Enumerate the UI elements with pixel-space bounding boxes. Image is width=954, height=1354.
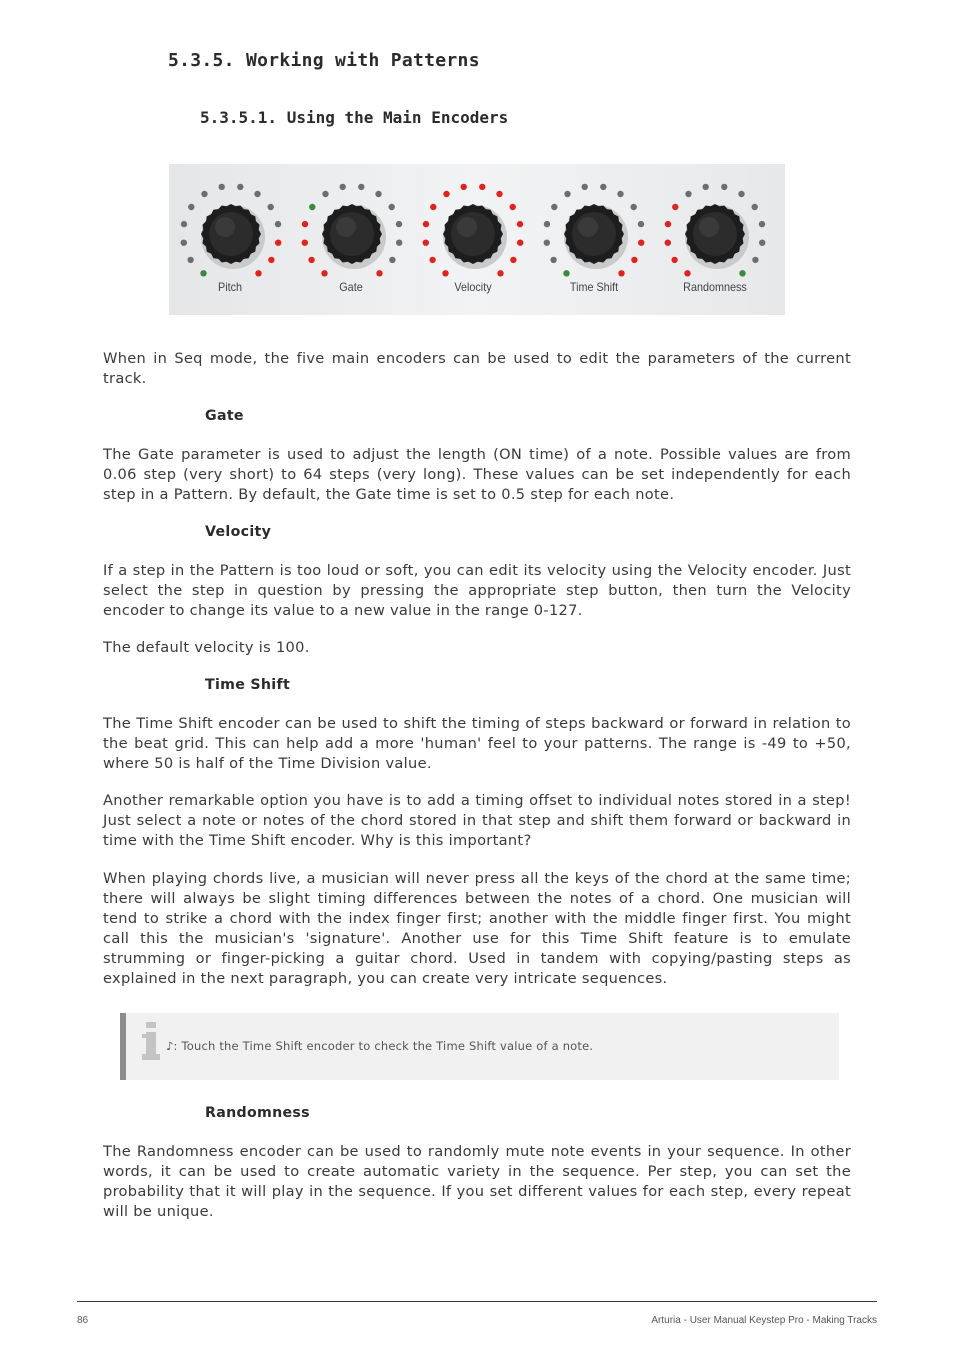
led-dot xyxy=(618,270,624,276)
led-dot xyxy=(517,221,523,227)
led-dot xyxy=(638,240,644,246)
led-dot xyxy=(376,270,382,276)
led-dot xyxy=(496,191,502,197)
led-dot xyxy=(442,270,448,276)
led-dot xyxy=(684,270,690,276)
led-dot xyxy=(479,184,485,190)
led-dot xyxy=(375,191,381,197)
led-dot xyxy=(187,257,193,263)
randomness-paragraph: The Randomness encoder can be used to randomly mute note events in your sequence. In other words, it can be used to create automatic variety in the sequence. Per step, you can set the probability that it will play in the sequence. If you set different values for each step, every repeat will be unique. xyxy=(103,1143,851,1220)
led-dot xyxy=(461,184,467,190)
led-dot xyxy=(321,270,327,276)
led-dot xyxy=(181,221,187,227)
led-dot xyxy=(600,184,606,190)
led-dot xyxy=(517,240,523,246)
led-dot xyxy=(685,191,691,197)
led-dot xyxy=(302,240,308,246)
gate-paragraph: The Gate parameter is used to adjust the length (ON time) of a note. Possible values are from 0.06 step (very short) to 64 steps (very long). These values can be set independently for each step in a Pattern. By default, the Gate time is set to 0.5 step for each note. xyxy=(103,446,851,503)
info-note-text: ♪: Touch the Time Shift encoder to check the Time Shift value of a note. xyxy=(166,1039,594,1053)
led-dot xyxy=(255,270,261,276)
led-dot xyxy=(703,184,709,190)
led-dot xyxy=(563,270,569,276)
footer-divider xyxy=(77,1301,877,1302)
led-dot xyxy=(739,270,745,276)
led-dot xyxy=(237,184,243,190)
led-dot xyxy=(309,204,315,210)
led-dot xyxy=(759,240,765,246)
led-dot xyxy=(358,184,364,190)
time-shift-paragraph-1: The Time Shift encoder can be used to shift the timing of steps backward or forward in relation to the beat grid. This can help add a more 'human' feel to your patterns. The range is -49 to +50, where 50 is half of the Time Division value. xyxy=(103,715,851,772)
encoder-label-gate: Gate xyxy=(339,280,363,294)
time-shift-heading: Time Shift xyxy=(205,677,291,693)
led-dot xyxy=(389,204,395,210)
randomness-heading: Randomness xyxy=(205,1105,310,1121)
led-dot xyxy=(738,191,744,197)
encoder-knob-velocity xyxy=(443,204,507,269)
led-dot xyxy=(631,204,637,210)
led-dot xyxy=(721,184,727,190)
led-dot xyxy=(396,240,402,246)
encoder-knob-pitch xyxy=(201,204,265,269)
led-dot xyxy=(665,240,671,246)
led-dot xyxy=(188,204,194,210)
intro-paragraph: When in Seq mode, the five main encoders can be used to edit the parameters of the current track. xyxy=(103,350,851,387)
led-dot xyxy=(430,204,436,210)
led-dot xyxy=(308,257,314,263)
encoder-label-pitch: Pitch xyxy=(217,280,243,294)
led-dot xyxy=(497,270,503,276)
led-dot xyxy=(268,257,274,263)
led-dot xyxy=(582,184,588,190)
led-dot xyxy=(638,221,644,227)
footer-title: Arturia - User Manual Keystep Pro - Making Tracks xyxy=(651,1315,877,1326)
led-dot xyxy=(510,257,516,263)
led-dot xyxy=(544,221,550,227)
led-dot xyxy=(423,240,429,246)
time-shift-paragraph-2: Another remarkable option you have is to add a timing offset to individual notes stored in a step! Just select a note or notes of the chord stored in that step and shift them forward or backward in time with the Time Shift encoder. Why is this important? xyxy=(103,792,851,849)
led-dot xyxy=(665,221,671,227)
led-dot xyxy=(275,221,281,227)
led-dot xyxy=(322,191,328,197)
velocity-heading: Velocity xyxy=(205,524,272,540)
led-dot xyxy=(268,204,274,210)
led-dot xyxy=(564,191,570,197)
led-dot xyxy=(617,191,623,197)
encoder-knob-randomness xyxy=(685,204,749,269)
encoder-label-time-shift: Time Shift xyxy=(569,280,619,294)
led-dot xyxy=(181,240,187,246)
page-number: 86 xyxy=(77,1315,89,1326)
led-dot xyxy=(544,240,550,246)
encoder-knob-time-shift xyxy=(564,204,628,269)
led-dot xyxy=(275,240,281,246)
led-dot xyxy=(389,257,395,263)
subsection-heading: 5.3.5.1. Using the Main Encoders xyxy=(200,108,509,127)
led-dot xyxy=(752,204,758,210)
info-note-box xyxy=(120,1013,839,1080)
led-dot xyxy=(631,257,637,263)
led-dot xyxy=(759,221,765,227)
led-dot xyxy=(671,257,677,263)
info-icon xyxy=(142,1022,160,1060)
encoders-panel-image xyxy=(169,164,785,315)
led-dot xyxy=(302,221,308,227)
led-dot xyxy=(219,184,225,190)
led-dot xyxy=(429,257,435,263)
encoder-label-velocity: Velocity xyxy=(454,280,492,294)
section-heading: 5.3.5. Working with Patterns xyxy=(168,50,480,71)
led-dot xyxy=(672,204,678,210)
led-dot xyxy=(396,221,402,227)
led-dot xyxy=(550,257,556,263)
encoder-knob-gate xyxy=(322,204,386,269)
led-dot xyxy=(752,257,758,263)
led-dot xyxy=(254,191,260,197)
led-dot xyxy=(510,204,516,210)
led-dot xyxy=(200,270,206,276)
led-dot xyxy=(423,221,429,227)
encoder-label-randomness: Randomness xyxy=(683,280,747,294)
led-dot xyxy=(340,184,346,190)
led-dot xyxy=(551,204,557,210)
velocity-default-paragraph: The default velocity is 100. xyxy=(103,639,310,656)
gate-heading: Gate xyxy=(205,408,244,424)
velocity-paragraph: If a step in the Pattern is too loud or soft, you can edit its velocity using the Velocity encoder. Just select the step in question by pressing the appropriate step button, then turn the Velocity encoder to change its value to a new value in the range 0-127. xyxy=(103,562,851,619)
led-dot xyxy=(201,191,207,197)
led-dot xyxy=(443,191,449,197)
time-shift-paragraph-3: When playing chords live, a musician will never press all the keys of the chord at the same time; there will always be slight timing differences between the notes of a chord. One musician will tend to strike a chord with the index finger first; another with the middle finger first. You might call this the musician's 'signature'. Another use for this Time Shift feature is to emulate strumming or finger-picking a guitar chord. Used in tandem with copying/pasting steps as explained in the next paragraph, you can create very intricate sequences. xyxy=(103,870,851,987)
